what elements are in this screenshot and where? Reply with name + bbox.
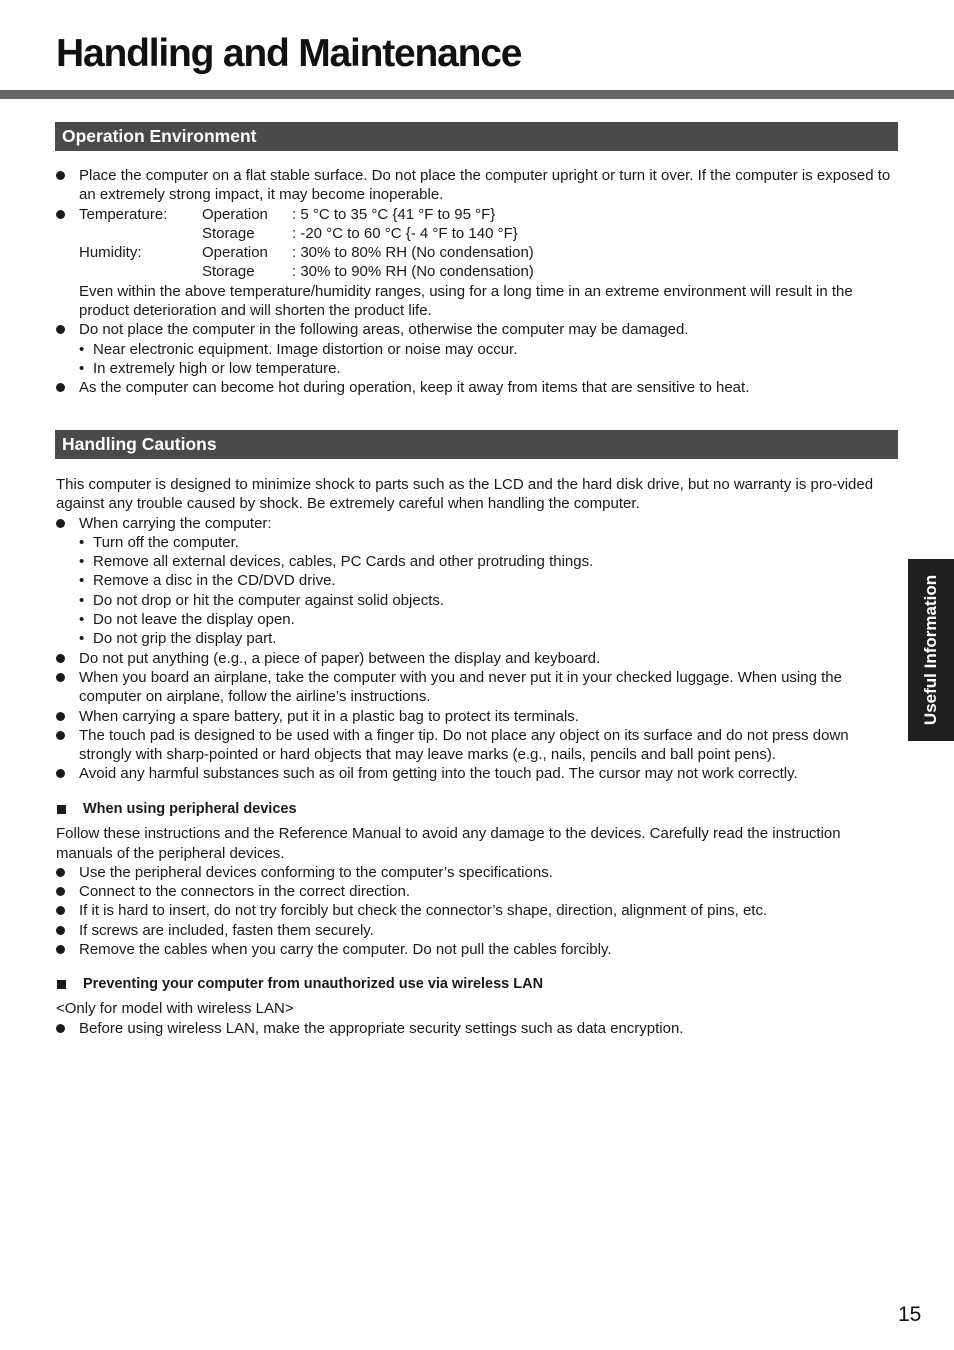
bullet-avoid-areas: Do not place the computer in the following areas, otherwise the computer may be damaged. — [56, 320, 896, 339]
sub-item: • Remove a disc in the CD/DVD drive. — [56, 571, 896, 590]
handling-intro: This computer is designed to minimize shock to parts such as the LCD and the hard disk drive, but no warranty is pro-vided against any trouble caused by shock. Be extremely careful when handling the computer. — [56, 476, 874, 513]
spec-value: : 5 °C to 35 °C {41 °F to 95 °F} — [292, 205, 496, 223]
page-title: Handling and Maintenance — [56, 32, 522, 75]
wireless-section — [56, 975, 896, 1038]
subheading-peripheral: When using peripheral devices — [56, 800, 896, 819]
bullet-item: Remove the cables when you carry the computer. Do not pull the cables forcibly. — [56, 940, 896, 959]
peripheral-intro: Follow these instructions and the Reference Manual to avoid any damage to the devices. Carefully read the instruction manuals of the peripheral devices. — [56, 825, 841, 862]
bullet-item: The touch pad is designed to be used with a finger tip. Do not place any object on its surface and do not press down strongly with sharp-pointed or hard objects that may leave marks (e.g., nails, pencils and ball point pens). — [56, 726, 896, 765]
spec-row — [56, 243, 896, 262]
spec-row — [56, 262, 896, 281]
bullet-heat: As the computer can become hot during operation, keep it away from items that are sensitive to heat. — [56, 378, 896, 397]
wireless-note: <Only for model with wireless LAN> — [56, 1000, 294, 1018]
bullet-item: When carrying a spare battery, put it in a plastic bag to protect its terminals. — [56, 707, 896, 726]
sub-item: • Turn off the computer. — [56, 533, 896, 552]
spec-value: : -20 °C to 60 °C {- 4 °F to 140 °F} — [292, 224, 518, 242]
bullet-flat-surface: Place the computer on a flat stable surface. Do not place the computer upright or turn it over. If the computer is exposed to an extremely strong impact, it may become inoperable. — [56, 166, 896, 205]
sub-item: • Remove all external devices, cables, PC Cards and other protruding things. — [56, 552, 896, 571]
bullet-item: Avoid any harmful substances such as oil from getting into the touch pad. The cursor may not work correctly. — [56, 764, 896, 783]
handling-cautions-body — [56, 475, 896, 784]
section-heading-operation-environment: Operation Environment — [55, 122, 898, 151]
bullet-item: When you board an airplane, take the computer with you and never put it in your checked luggage. When using the computer on airplane, follow the airline’s instructions. — [56, 668, 896, 707]
section-heading-handling-cautions: Handling Cautions — [55, 430, 898, 459]
sub-item: • Near electronic equipment. Image distortion or noise may occur. — [56, 340, 896, 359]
sub-item: • Do not grip the display part. — [56, 629, 896, 648]
spec-row — [56, 224, 896, 243]
spec-value: : 30% to 80% RH (No condensation) — [292, 244, 534, 262]
spec-value: : 30% to 90% RH (No condensation) — [292, 263, 534, 281]
side-tab-useful-information — [908, 559, 954, 741]
spec-mode: Storage — [202, 224, 255, 242]
spec-mode: Storage — [202, 263, 255, 281]
bullet-item: Do not put anything (e.g., a piece of paper) between the display and keyboard. — [56, 649, 896, 668]
spec-mode: Operation — [202, 205, 268, 223]
subheading-wireless: Preventing your computer from unauthorized use via wireless LAN — [56, 975, 896, 994]
spec-label — [79, 262, 202, 281]
sub-item: • Do not leave the display open. — [56, 610, 896, 629]
bullet-item: Before using wireless LAN, make the appropriate security settings such as data encryption. — [56, 1019, 896, 1038]
page-number: 15 — [898, 1303, 922, 1326]
bullet-item: If screws are included, fasten them securely. — [56, 921, 896, 940]
bullet-item: Connect to the connectors in the correct direction. — [56, 882, 896, 901]
spec-mode: Operation — [202, 244, 268, 262]
spec-label — [79, 224, 202, 243]
spec-label: Temperature: — [79, 205, 168, 223]
specs-block — [56, 205, 896, 224]
spec-row — [79, 205, 896, 224]
title-rule — [0, 90, 954, 99]
bullet-item: If it is hard to insert, do not try forcibly but check the connector’s shape, direction, alignment of pins, etc. — [56, 901, 896, 920]
spec-label: Humidity: — [79, 244, 142, 262]
sub-item: • In extremely high or low temperature. — [56, 359, 896, 378]
peripheral-section — [56, 800, 896, 959]
sub-item: • Do not drop or hit the computer against solid objects. — [56, 591, 896, 610]
operation-environment-body — [56, 166, 896, 398]
specs-note: Even within the above temperature/humidity ranges, using for a long time in an extreme environment will result in the product deterioration and will shorten the product life. — [79, 282, 853, 320]
bullet-carrying: When carrying the computer: — [56, 514, 896, 533]
side-tab-label: Useful Information — [921, 574, 941, 726]
bullet-item: Use the peripheral devices conforming to the computer’s specifications. — [56, 863, 896, 882]
